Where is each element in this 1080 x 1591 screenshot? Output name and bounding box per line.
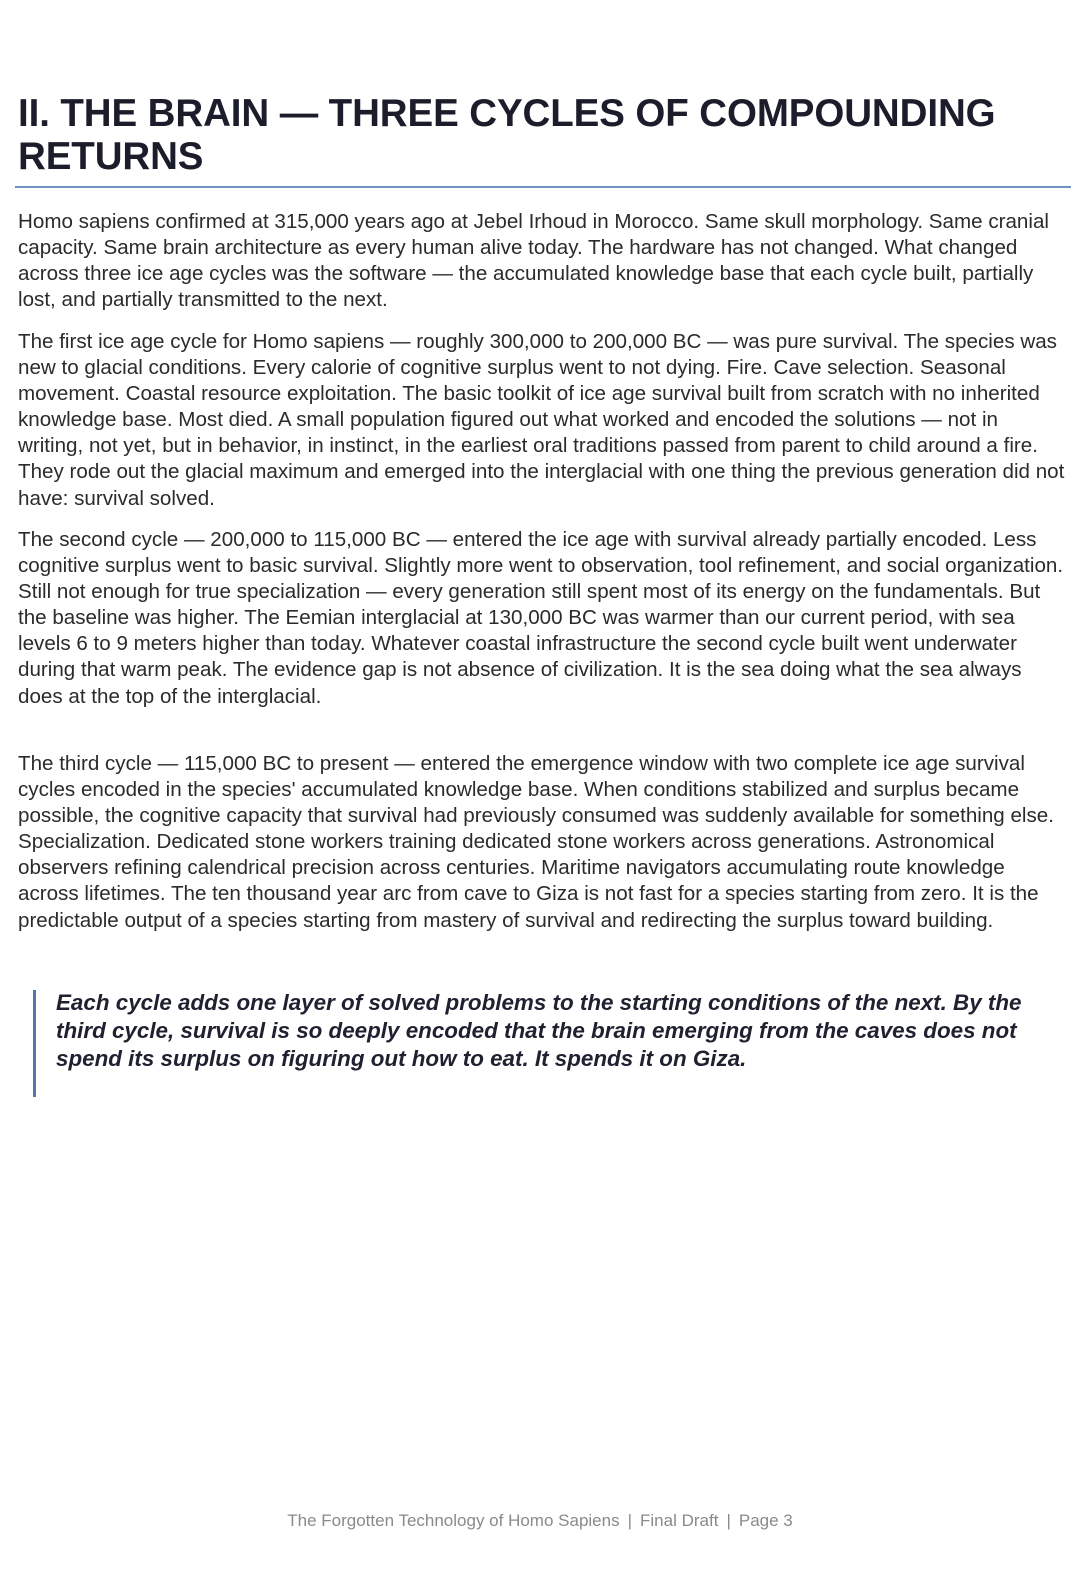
paragraph-3: The second cycle — 200,000 to 115,000 BC — entered the ice age with survival already partially encoded. Less cognitive surplus went to basic survival. Slightly more went to observation, tool refinement, and social organization. Still not enough for true specialization — every generation still spent most of its energy on the fundamentals. But the baseline was higher. The Eemian interglacial at 130,000 BC was warmer than our current period, with sea levels 6 to 9 meters higher than today. Whatever coastal infrastructure the second cycle built went underwater during that warm peak. The evidence gap is not absence of civilization. It is the sea doing what the sea always does at the top of the interglacial. — [18, 528, 1064, 708]
paragraph-4: The third cycle — 115,000 BC to present — entered the emergence window with two complete ice age survival cycles encoded in the species' accumulated knowledge base. When conditions stabilized and surplus became possible, the cognitive capacity that survival had previously consumed was suddenly available for something else. Specialization. Dedicated stone workers training dedicated stone workers across generations. Astronomical observers refining calendrical precision across centuries. Maritime navigators accumulating route knowledge across lifetimes. The ten thousand year arc from cave to Giza is not fast for a species starting from zero. It is the predictable output of a species starting from mastery of survival and redirecting the surplus toward building. — [18, 752, 1054, 932]
paragraph-2: The first ice age cycle for Homo sapiens — roughly 300,000 to 200,000 BC — was pure survival. The species was new to glacial conditions. Every calorie of cognitive surplus went to not dying. Fire. Cave selection. Seasonal movement. Coastal resource exploitation. The basic toolkit of ice age survival built from scratch with no inherited knowledge base. Most died. A small population figured out what worked and encoded the solutions — not in writing, not yet, but in behavior, in instinct, in the earliest oral traditions passed from parent to child around a fire. They rode out the glacial maximum and emerged into the interglacial with one thing the previous generation did not have: survival solved. — [18, 330, 1065, 510]
footer-separator: | — [627, 1511, 633, 1530]
footer-separator: | — [726, 1511, 731, 1530]
paragraph-1: Homo sapiens confirmed at 315,000 years ago at Jebel Irhoud in Morocco. Same skull morphology. Same cranial capacity. Same brain architecture as every human alive today. The hardware has not changed. What changed across three ice age cycles was the software — the accumulated knowledge base that each cycle built, partially lost, and partially transmitted to the next. — [18, 210, 1049, 312]
footer-page-number: Page 3 — [738, 1511, 793, 1530]
footer-document-title: The Forgotten Technology of Homo Sapiens — [287, 1511, 620, 1530]
pull-quote-text: Each cycle adds one layer of solved problems to the starting conditions of the next. By the third cycle, survival is so deeply encoded that the brain emerging from the caves does not spend its surplus on figuring out how to eat. It spends it on Giza. — [56, 990, 1022, 1072]
section-heading: II. THE BRAIN — THREE CYCLES OF COMPOUNDING RETURNS — [18, 92, 996, 178]
footer-status: Final Draft — [640, 1511, 719, 1530]
heading-divider — [15, 186, 1071, 188]
page-footer — [0, 1511, 1080, 1531]
pull-quote — [33, 990, 1066, 1097]
